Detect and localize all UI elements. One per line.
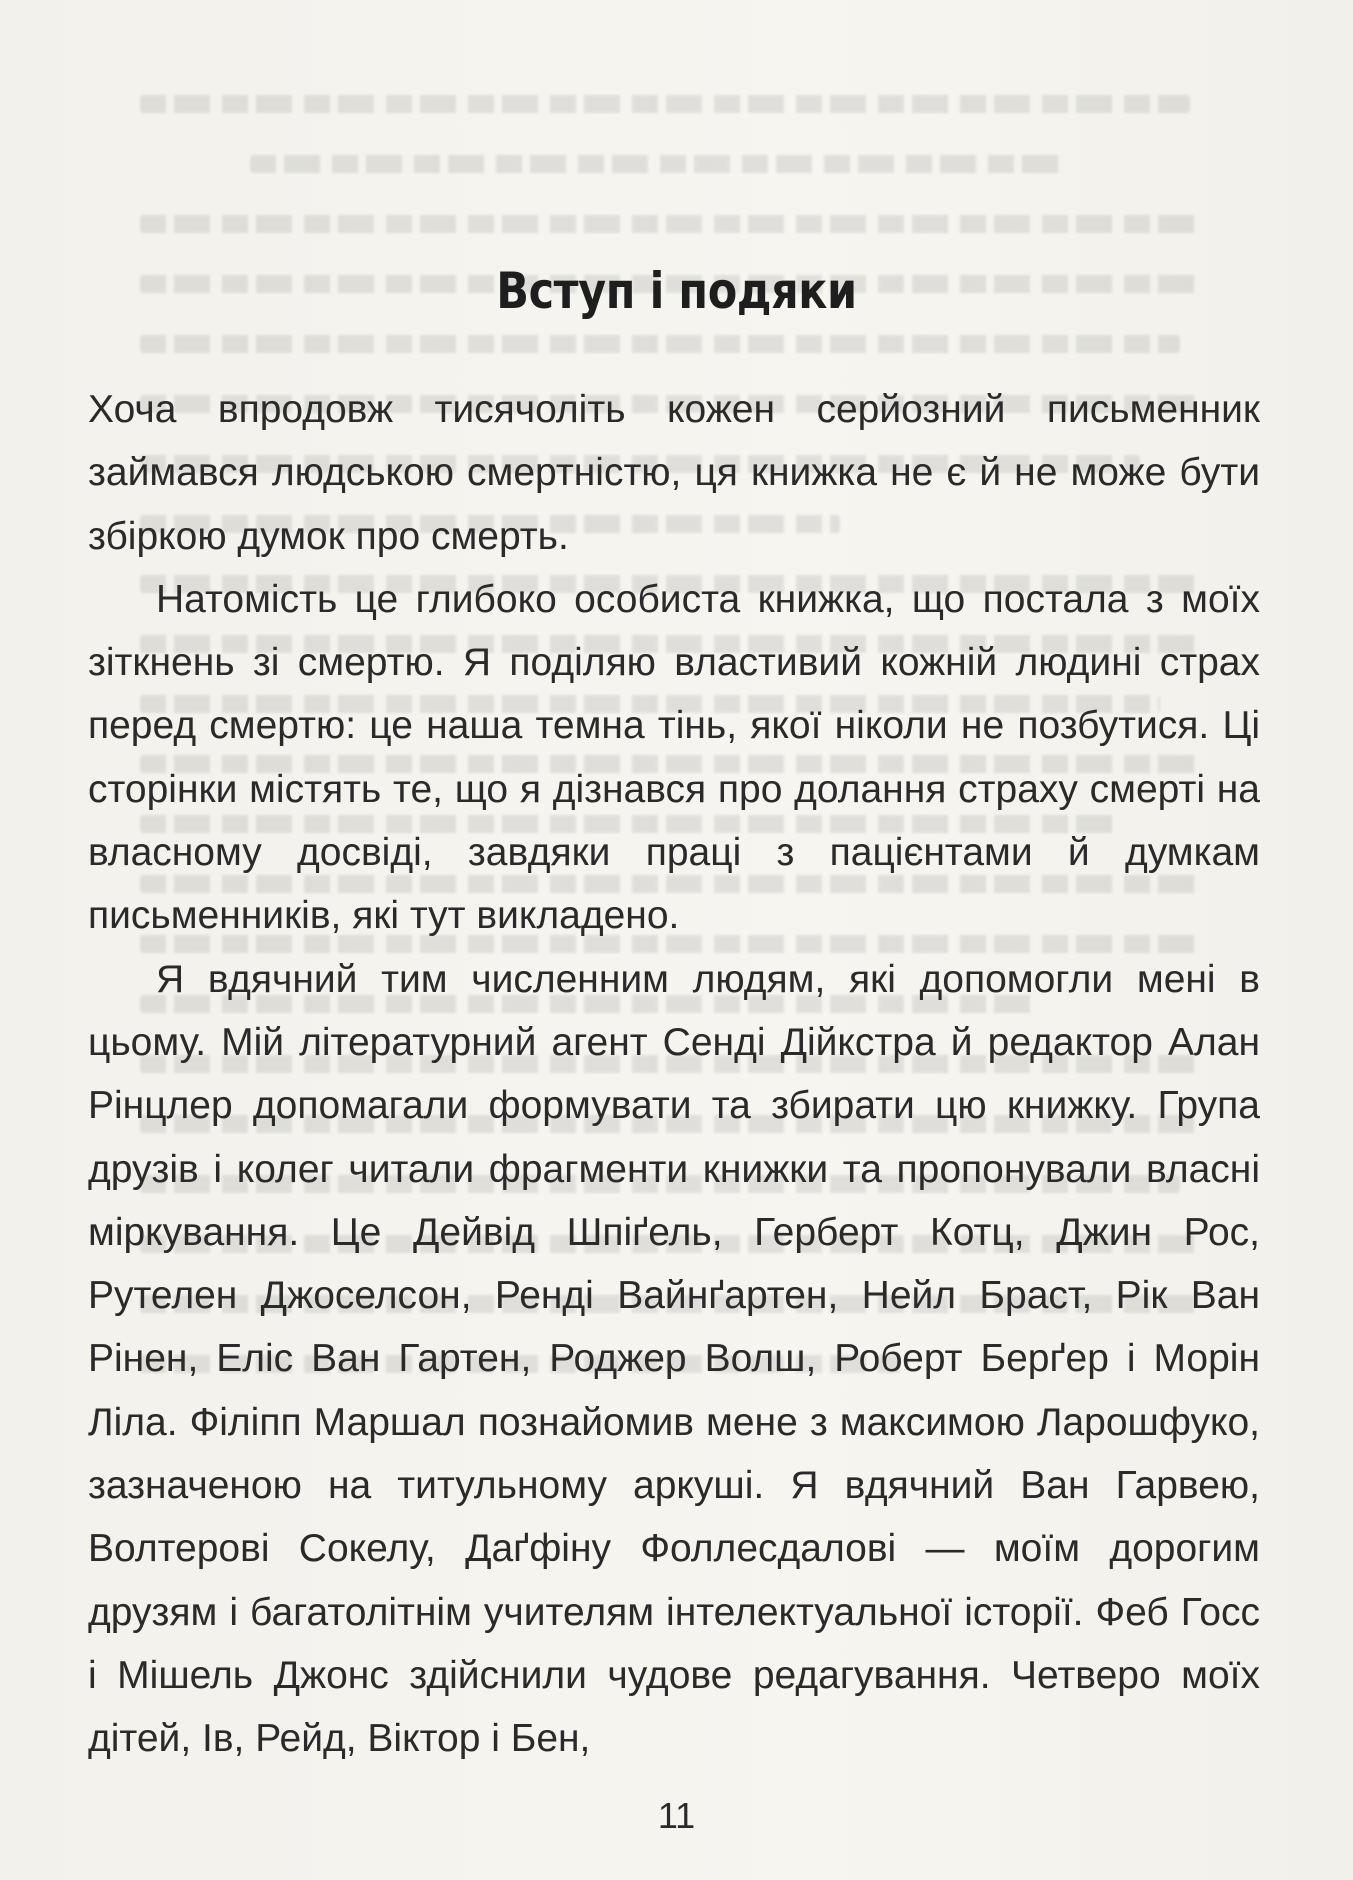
chapter-heading: Вступ і подяки (496, 262, 857, 320)
paragraph-acknowledgements: Я вдячний тим численним людям, які допомогли мені в цьому. Мій літературний агент Сенді Дійкстра й редактор Алан Рінцлер допомагали формувати та збирати цю книжку. Група друзів і колег читали фрагменти книжки та пропонували власні міркування. Це Дейвід Шпіґель, Герберт Котц, Джин Рос, Рутелен Джоселсон, Ренді Вайнґартен, Нейл Браст, Рік Ван Рінен, Еліс Ван Гартен, Роджер Волш, Роберт Берґер і Морін Ліла. Філіпп Маршал познайомив мене з максимою Ларошфуко, зазначеною на титульному аркуші. Я вдячний Ван Гарвею, Волтерові Сокелу, Даґфіну Фоллесдалові — моїм дорогим друзям і багатолітнім учителям інтелектуальної історії. Феб Госс і Мішель Джонс здійснили чудове редагування. Четверо моїх дітей, Ів, Рейд, Віктор і Бен, (88, 957, 1260, 1761)
body-text (88, 378, 1260, 1771)
paragraph-intro: Хоча впродовж тисячоліть кожен серйозний письменник займався людською смертністю, ця книжка не є й не може бути збіркою думок про смерть. (88, 388, 1260, 558)
paragraph-personal: Натомість це глибоко особиста книжка, що постала з моїх зіткнень зі смертю. Я поділяю властивий кожній людині страх перед смертю: це наша темна тінь, якої ніколи не позбутися. Ці сторінки містять те, що я дізнався про долання страху смерті на власному досвіді, завдяки праці з пацієнтами й думкам письменників, які тут викладено. (88, 577, 1260, 938)
page-number: 11 (657, 1795, 696, 1836)
